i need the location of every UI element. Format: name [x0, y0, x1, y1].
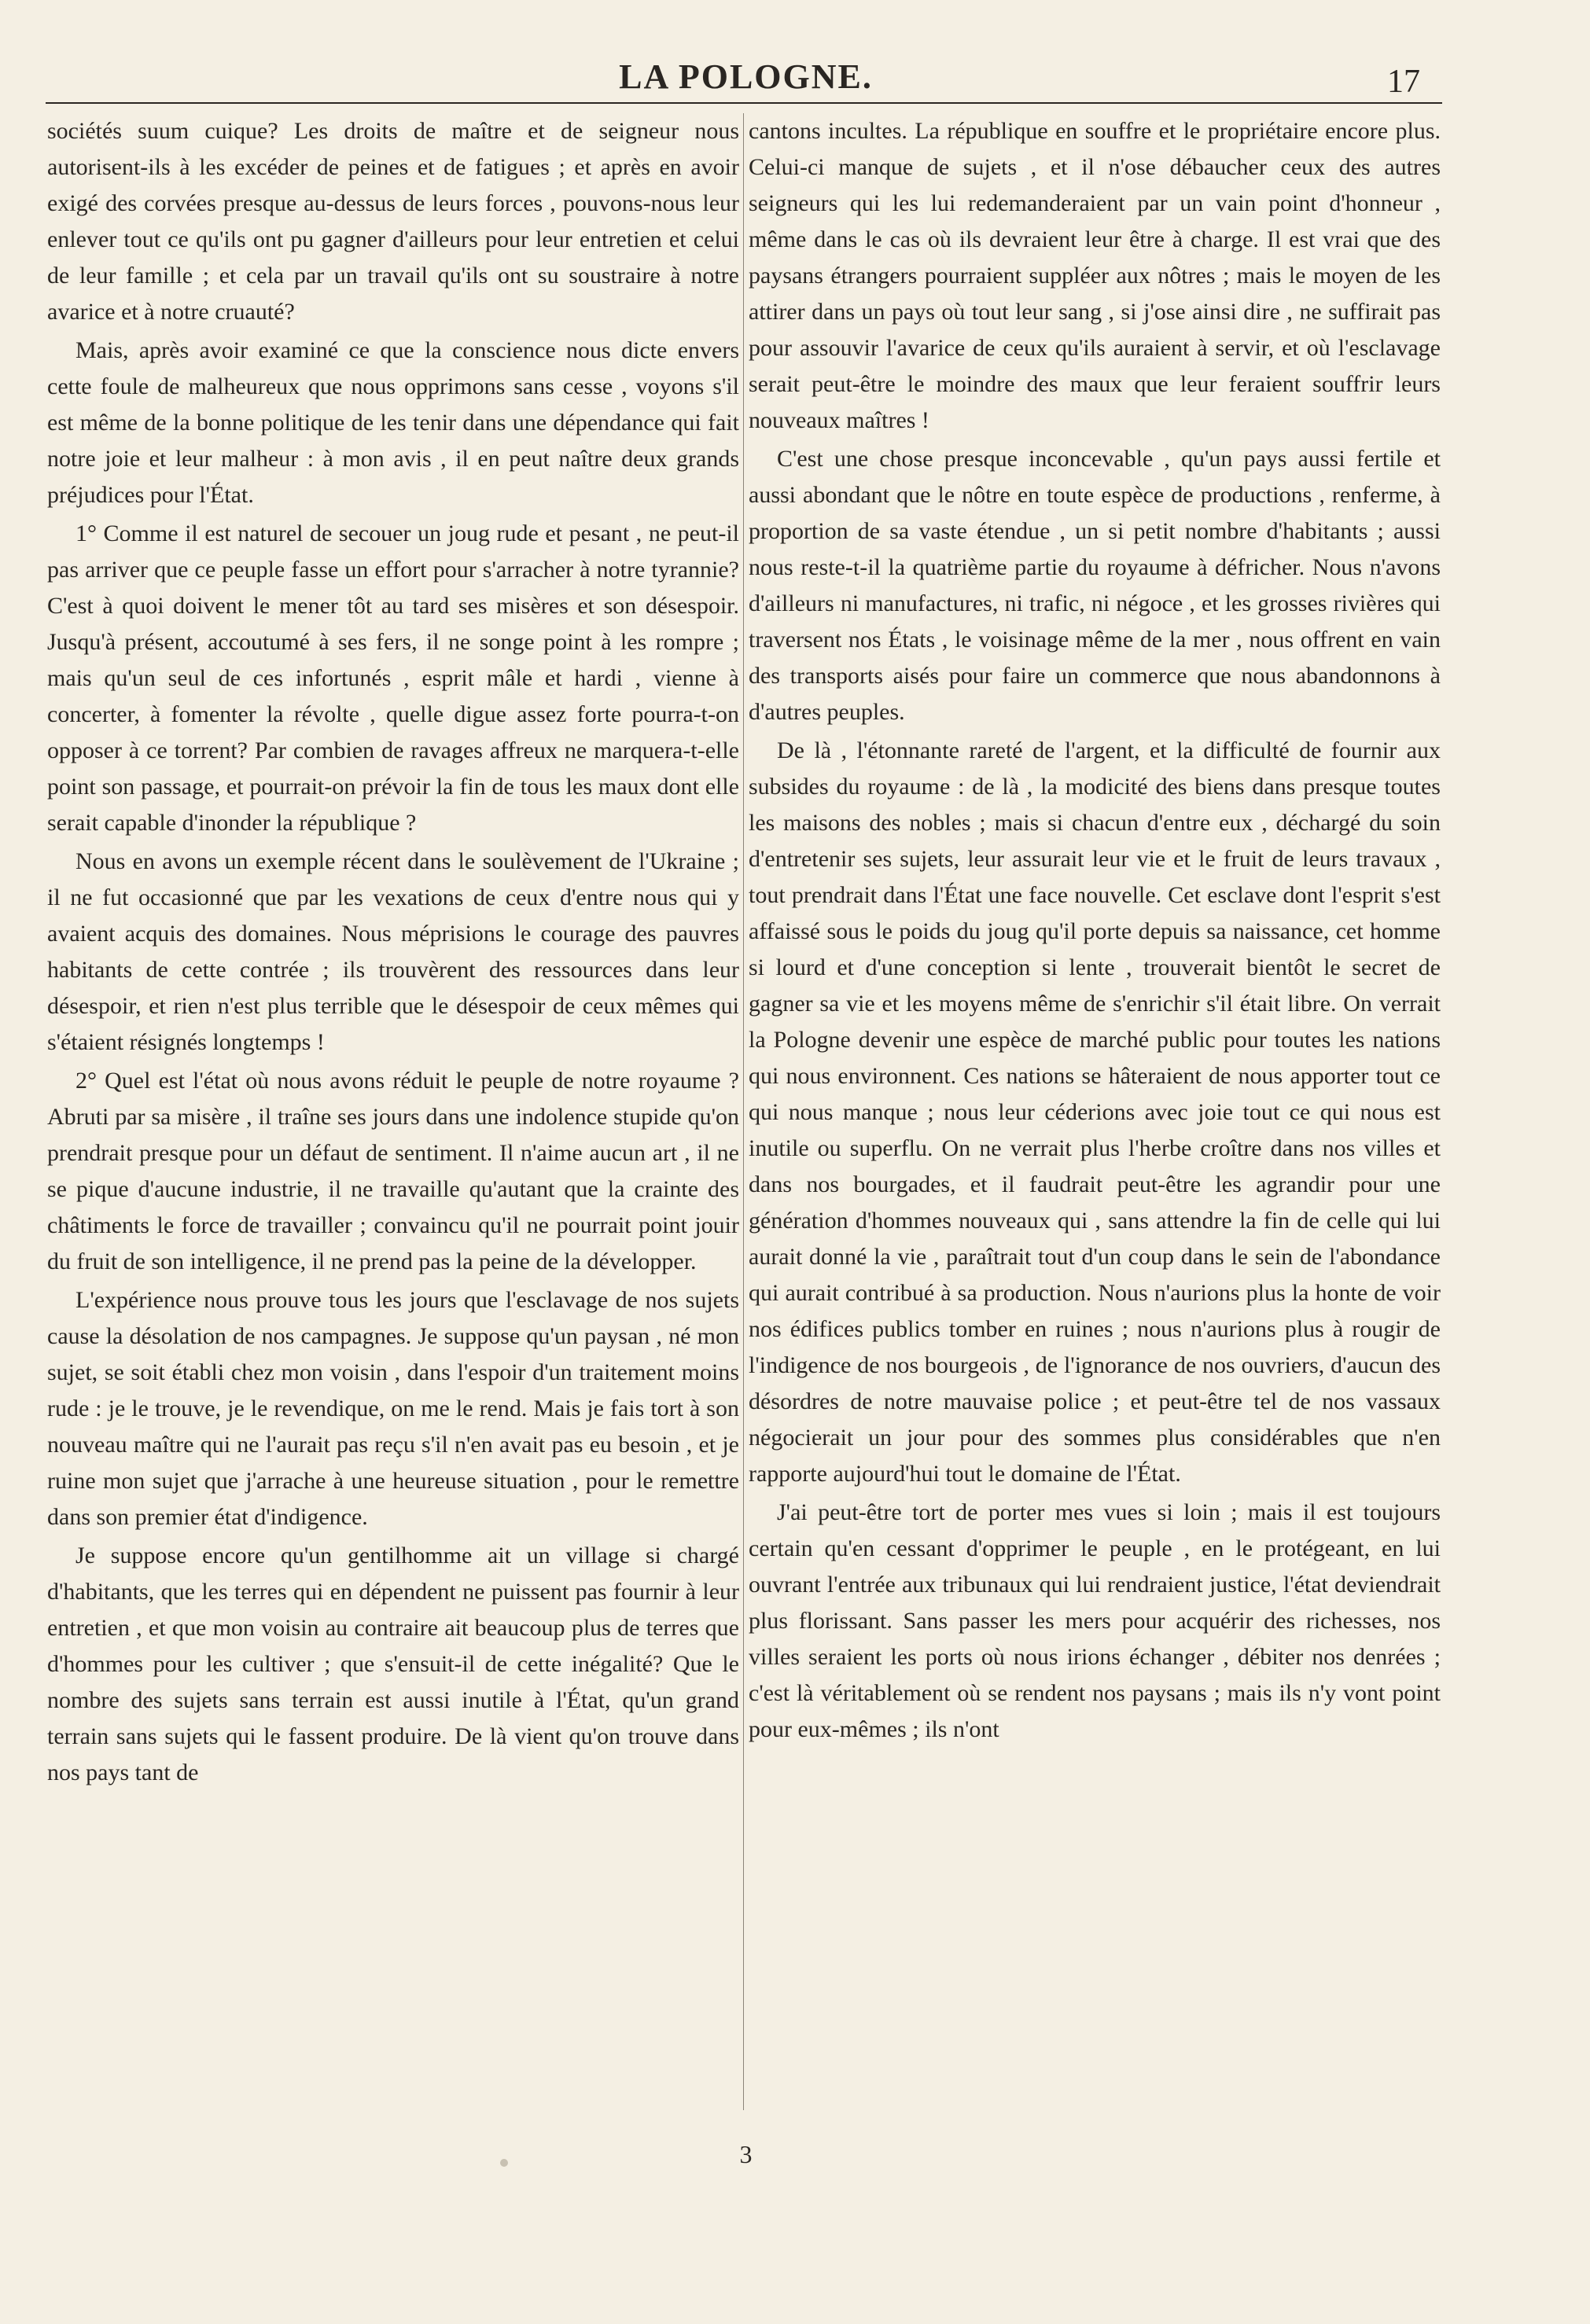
paragraph: Je suppose encore qu'un gentilhomme ait un village si chargé d'habitants, que les terres qui en dépendent ne puissent pas fournir à leur entretien , et que mon voisin au contraire ait beaucoup plus de terres que d'hommes pour les cultiver ; que s'ensuit-il de cette inégalité? Que le nombre des sujets sans terrain est aussi inutile à l'État, qu'un grand terrain sans sujets qui le fassent produire. De là vient qu'on trouve dans nos pays tant de [47, 1543, 739, 1785]
paragraph: C'est une chose presque inconcevable , qu'un pays aussi fertile et aussi abondant que le nôtre en toute espèce de productions , renferme, à proportion de sa vaste étendue , un si petit nombre d'habitants ; aussi nous reste-t-il la quatrième partie du royaume à défricher. Nous n'avons d'ailleurs ni manufactures, ni trafic, ni négoce , et les grosses rivières qui traversent nos États , le voisinage même de la mer , nous offrent en vain des transports aisés pour faire un commerce que nous abandonnons à d'autres peuples. [749, 446, 1441, 725]
page-number: 17 [1387, 64, 1420, 100]
column-divider [743, 113, 744, 2110]
header-rule [46, 102, 1442, 104]
paragraph: L'expérience nous prouve tous les jours que l'esclavage de nos sujets cause la désolation de nos campagnes. Je suppose qu'un paysan , né mon sujet, se soit établi chez mon voisin , dans l'espoir d'un traitement moins rude : je le trouve, je le revendique, on me le rend. Mais je fais tort à son nouveau maître qui ne l'aurait pas reçu s'il n'en avait pas eu besoin , et je ruine mon sujet que j'arrache à une heureuse situation , pour le remettre dans son premier état d'indigence. [47, 1287, 739, 1530]
paragraph: J'ai peut-être tort de porter mes vues si loin ; mais il est toujours certain qu'en cessant d'opprimer le peuple , en le protégeant, en lui ouvrant l'entrée aux tribunaux qui lui rendraient justice, l'état deviendrait plus florissant. Sans passer les mers pour acquérir des richesses, nos villes seraient les ports où nous irions échanger , débiter nos denrées ; c'est là véritablement où se rendent nos paysans ; mais ils n'y vont point pour eux-mêmes ; ils n'ont [749, 1499, 1441, 1742]
paragraph: 2° Quel est l'état où nous avons réduit le peuple de notre royaume ? Abruti par sa misère , il traîne ses jours dans une indolence stupide qu'on prendrait presque pour un défaut de sentiment. Il n'aime aucun art , il ne se pique d'aucune industrie, il ne travaille qu'autant que la crainte des châtiments le force de travailler ; convaincu qu'il ne pourrait point jouir du fruit de son intelligence, il ne prend pas la peine de la développer. [47, 1068, 739, 1274]
paragraph: Nous en avons un exemple récent dans le soulèvement de l'Ukraine ; il ne fut occasionné que par les vexations de ceux d'entre nous qui y avaient acquis des domaines. Nous méprisions le courage des pauvres habitants de cette contrée ; ils trouvèrent des ressources dans leur désespoir, et rien n'est plus terrible que le désespoir de ceux mêmes qui s'étaient résignés longtemps ! [47, 848, 739, 1055]
right-column [749, 113, 1441, 1750]
paragraph: Mais, après avoir examiné ce que la conscience nous dicte envers cette foule de malheureux que nous opprimons sans cesse , voyons s'il est même de la bonne politique de les tenir dans une dépendance qui fait notre joie et leur malheur : à mon avis , il en peut naître deux grands préjudices pour l'État. [47, 337, 739, 508]
paragraph: De là , l'étonnante rareté de l'argent, et la difficulté de fournir aux subsides du royaume : de là , la modicité des biens dans presque toutes les maisons des nobles ; mais si chacun d'entre eux , déchargé du soin d'entretenir ses sujets, leur assurait leur vie et le fruit de leurs travaux , tout prendrait dans l'État une face nouvelle. Cet esclave dont l'esprit s'est affaissé sous le poids du joug qu'il porte depuis sa naissance, cet homme si lourd et d'une conception si lente , trouverait bientôt le secret de gagner sa vie et les moyens même de s'enrichir s'il était libre. On verrait la Pologne devenir une espèce de marché public pour toutes les nations qui nous environnent. Ces nations se hâteraient de nous apporter tout ce qui nous manque ; nous leur céderions avec joie tout ce qui nous est inutile ou superflu. On ne verrait plus l'herbe croître dans nos villes et dans nos bourgades, et il faudrait peut-être les agrandir pour une génération d'hommes nouveaux qui , sans attendre la fin de celle qui lui aurait donné la vie , paraîtrait tout d'un coup dans le sein de l'abondance qui aurait contribué à sa production. Nous n'aurions plus la honte de voir nos édifices publics tomber en ruines ; nous n'aurions plus à rougir de l'indigence de nos bourgeois , de l'ignorance de nos ouvriers, d'aucun des désordres de notre mauvaise police ; et peut-être tel de nos vassaux négocierait un jour pour des sommes plus considérables que n'en rapporte aujourd'hui tout le domaine de l'État. [749, 737, 1441, 1487]
paragraph: sociétés suum cuique? Les droits de maître et de seigneur nous autorisent-ils à les excéder de peines et de fatigues ; et après en avoir exigé des corvées presque au-dessus de leurs forces , pouvons-nous leur enlever tout ce qu'ils ont pu gagner d'ailleurs pour leur entretien et celui de leur famille ; et cela par un travail qu'ils ont su soustraire à notre avarice et à notre cruauté? [47, 118, 739, 325]
left-column [47, 113, 739, 1793]
paragraph: cantons incultes. La république en souffre et le propriétaire encore plus. Celui-ci manque de sujets , et il n'ose débaucher ceux des autres seigneurs qui les lui redemanderaient par un vain point d'honneur , même dans le cas où ils devraient leur être à charge. Il est vrai que des paysans étrangers pourraient suppléer aux nôtres ; mais le moyen de les attirer dans un pays où tout leur sang , si j'ose ainsi dire , ne suffirait pas pour assouvir l'avarice de ceux qu'ils auraient à servir, et où l'esclavage serait peut-être le moindre des maux que leur feraient souffrir leurs nouveaux maîtres ! [749, 118, 1441, 433]
running-title: LA POLOGNE. [619, 57, 873, 96]
paragraph: 1° Comme il est naturel de secouer un joug rude et pesant , ne peut-il pas arriver que ce peuple fasse un effort pour s'arracher à notre tyrannie? C'est à quoi doivent le mener tôt au tard ses misères et son désespoir. Jusqu'à présent, accoutumé à ses fers, il ne songe point à les rompre ; mais qu'un seul de ces infortunés , esprit mâle et hardi , vienne à concerter, à fomenter la révolte , quelle digue assez forte pourra-t-on opposer à ce torrent? Par combien de ravages affreux ne marquera-t-elle point son passage, et pourrait-on prévoir la fin de tous les maux dont elle serait capable d'inonder la république ? [47, 520, 739, 836]
signature-mark: 3 [739, 2140, 753, 2168]
page-header [0, 53, 1590, 108]
